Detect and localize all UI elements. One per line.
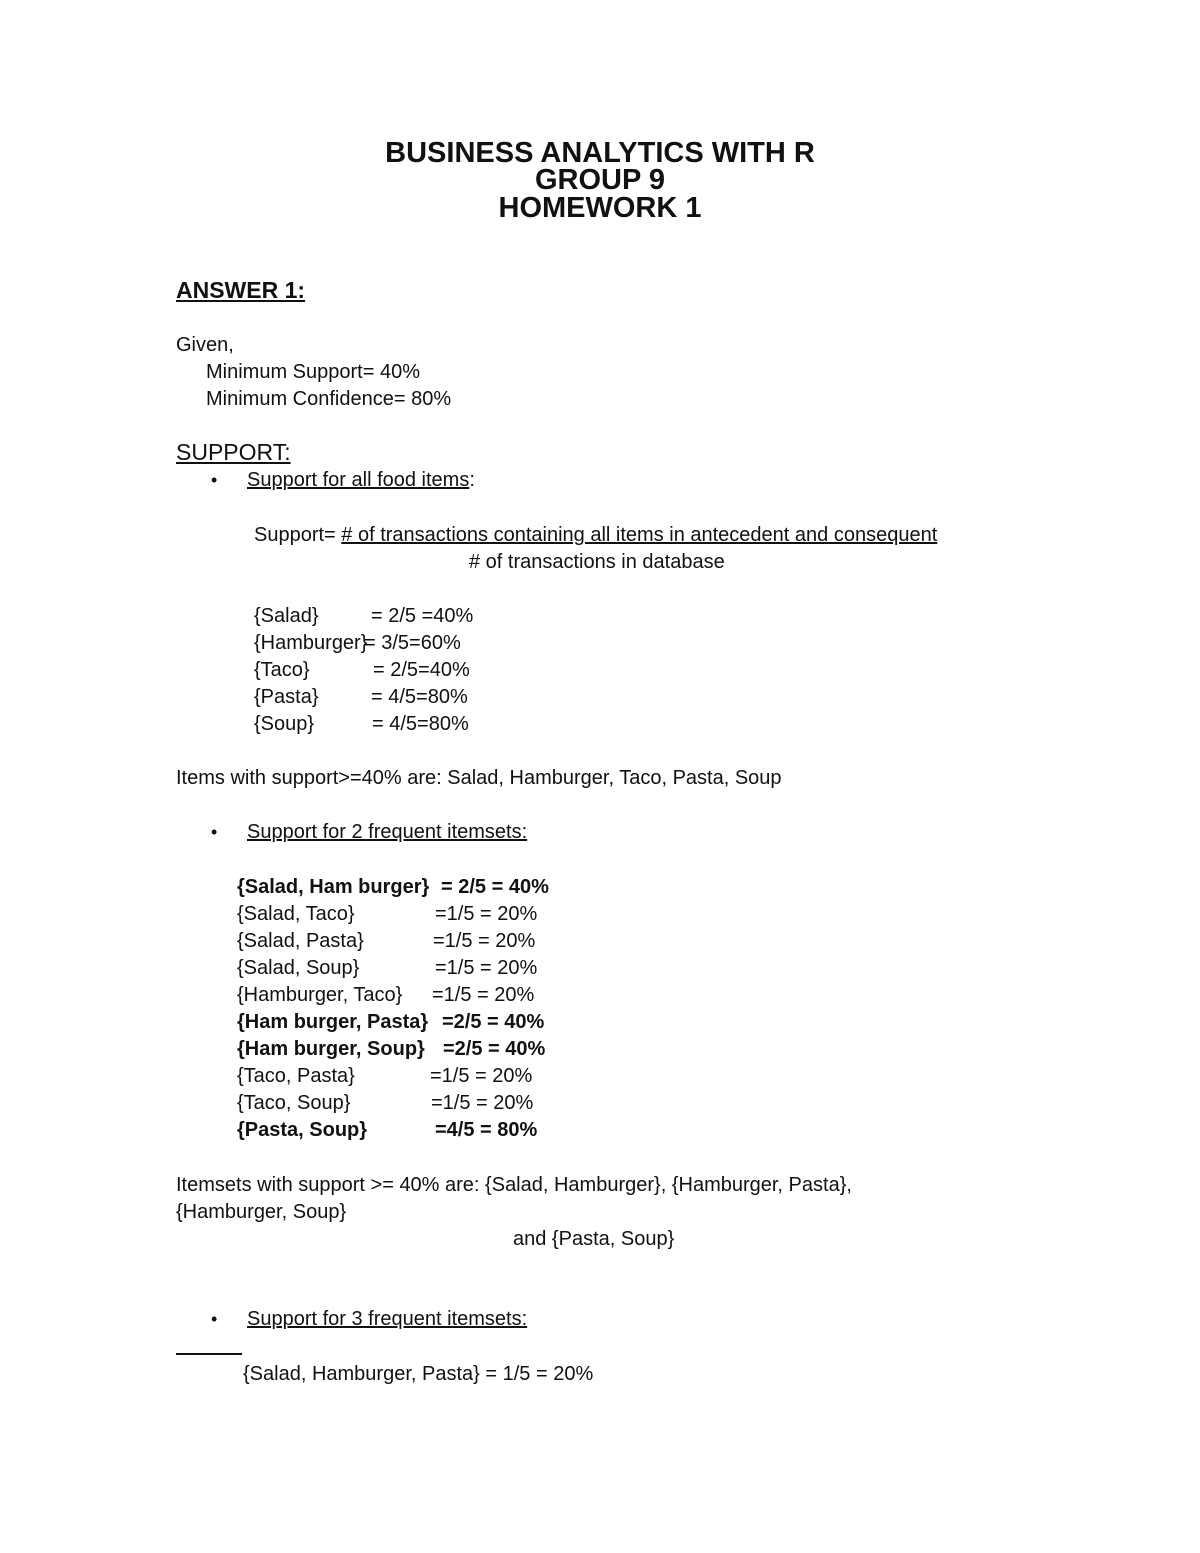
bullet-3: • bbox=[211, 1309, 218, 1329]
itemset-value: =1/5 = 20% bbox=[433, 930, 536, 952]
itemset-name: {Ham burger, Soup} bbox=[237, 1038, 425, 1060]
item-name: {Pasta} bbox=[254, 686, 319, 708]
section1-heading-wrap bbox=[247, 468, 475, 492]
item-name: {Hamburger} bbox=[254, 632, 368, 654]
support-heading: SUPPORT: bbox=[176, 439, 291, 465]
itemset-value: =4/5 = 80% bbox=[435, 1119, 538, 1141]
itemset-value: =1/5 = 20% bbox=[435, 957, 538, 979]
answer-heading: ANSWER 1: bbox=[176, 277, 306, 303]
title-line-3: HOMEWORK 1 bbox=[498, 192, 702, 224]
min-support: Minimum Support= 40% bbox=[206, 361, 420, 383]
itemset-value: =2/5 = 40% bbox=[442, 1011, 545, 1033]
itemset-value: =1/5 = 20% bbox=[435, 903, 538, 925]
item-value: = 4/5=80% bbox=[371, 686, 468, 708]
section2-conclusion-line-3: and {Pasta, Soup} bbox=[513, 1228, 675, 1250]
itemset-name: {Salad, Soup} bbox=[237, 957, 360, 979]
itemset-name: {Taco, Soup} bbox=[237, 1092, 351, 1114]
item-value: = 3/5=60% bbox=[364, 632, 461, 654]
itemset-value: =1/5 = 20% bbox=[432, 984, 535, 1006]
horizontal-rule bbox=[176, 1353, 242, 1355]
support-formula bbox=[254, 523, 937, 547]
item-value: = 4/5=80% bbox=[372, 713, 469, 735]
section1-heading: Support for all food items bbox=[247, 469, 470, 491]
section2-heading: Support for 2 frequent itemsets: bbox=[247, 821, 528, 843]
itemset-value: =2/5 = 40% bbox=[443, 1038, 546, 1060]
title-line-2: GROUP 9 bbox=[534, 164, 665, 196]
given-label: Given, bbox=[176, 334, 234, 356]
itemset-name: {Salad, Taco} bbox=[237, 903, 355, 925]
section1-conclusion: Items with support>=40% are: Salad, Hamburger, Taco, Pasta, Soup bbox=[176, 767, 782, 789]
itemset-name: {Salad, Ham burger} bbox=[237, 876, 430, 898]
itemset-name: {Taco, Pasta} bbox=[237, 1065, 355, 1087]
bullet-2: • bbox=[211, 822, 218, 842]
formula-numerator: # of transactions containing all items in antecedent and consequent bbox=[341, 524, 938, 546]
formula-denominator: # of transactions in database bbox=[469, 551, 725, 573]
formula-label: Support= bbox=[254, 524, 342, 546]
itemset-name: {Salad, Pasta} bbox=[237, 930, 364, 952]
itemset-value: =1/5 = 20% bbox=[431, 1092, 534, 1114]
itemset-name: {Hamburger, Taco} bbox=[237, 984, 403, 1006]
item-name: {Salad} bbox=[254, 605, 319, 627]
item-value: = 2/5=40% bbox=[373, 659, 470, 681]
title-line-1: BUSINESS ANALYTICS WITH R bbox=[385, 137, 815, 169]
item-name: {Soup} bbox=[254, 713, 315, 735]
item-name: {Taco} bbox=[254, 659, 310, 681]
min-confidence: Minimum Confidence= 80% bbox=[206, 388, 452, 410]
itemset-value: = 2/5 = 40% bbox=[441, 876, 549, 898]
section3-heading: Support for 3 frequent itemsets: bbox=[247, 1308, 528, 1330]
section1-heading-suffix: : bbox=[469, 469, 475, 491]
itemset-name: {Pasta, Soup} bbox=[237, 1119, 368, 1141]
itemset-value: =1/5 = 20% bbox=[430, 1065, 533, 1087]
item-value: = 2/5 =40% bbox=[371, 605, 474, 627]
section3-itemset: {Salad, Hamburger, Pasta} = 1/5 = 20% bbox=[243, 1363, 594, 1385]
section2-conclusion-line-2: {Hamburger, Soup} bbox=[176, 1201, 347, 1223]
section2-conclusion-line-1: Itemsets with support >= 40% are: {Salad, Hamburger}, {Hamburger, Pasta}, bbox=[176, 1174, 852, 1196]
bullet-1: • bbox=[211, 470, 218, 490]
itemset-name: {Ham burger, Pasta} bbox=[237, 1011, 429, 1033]
